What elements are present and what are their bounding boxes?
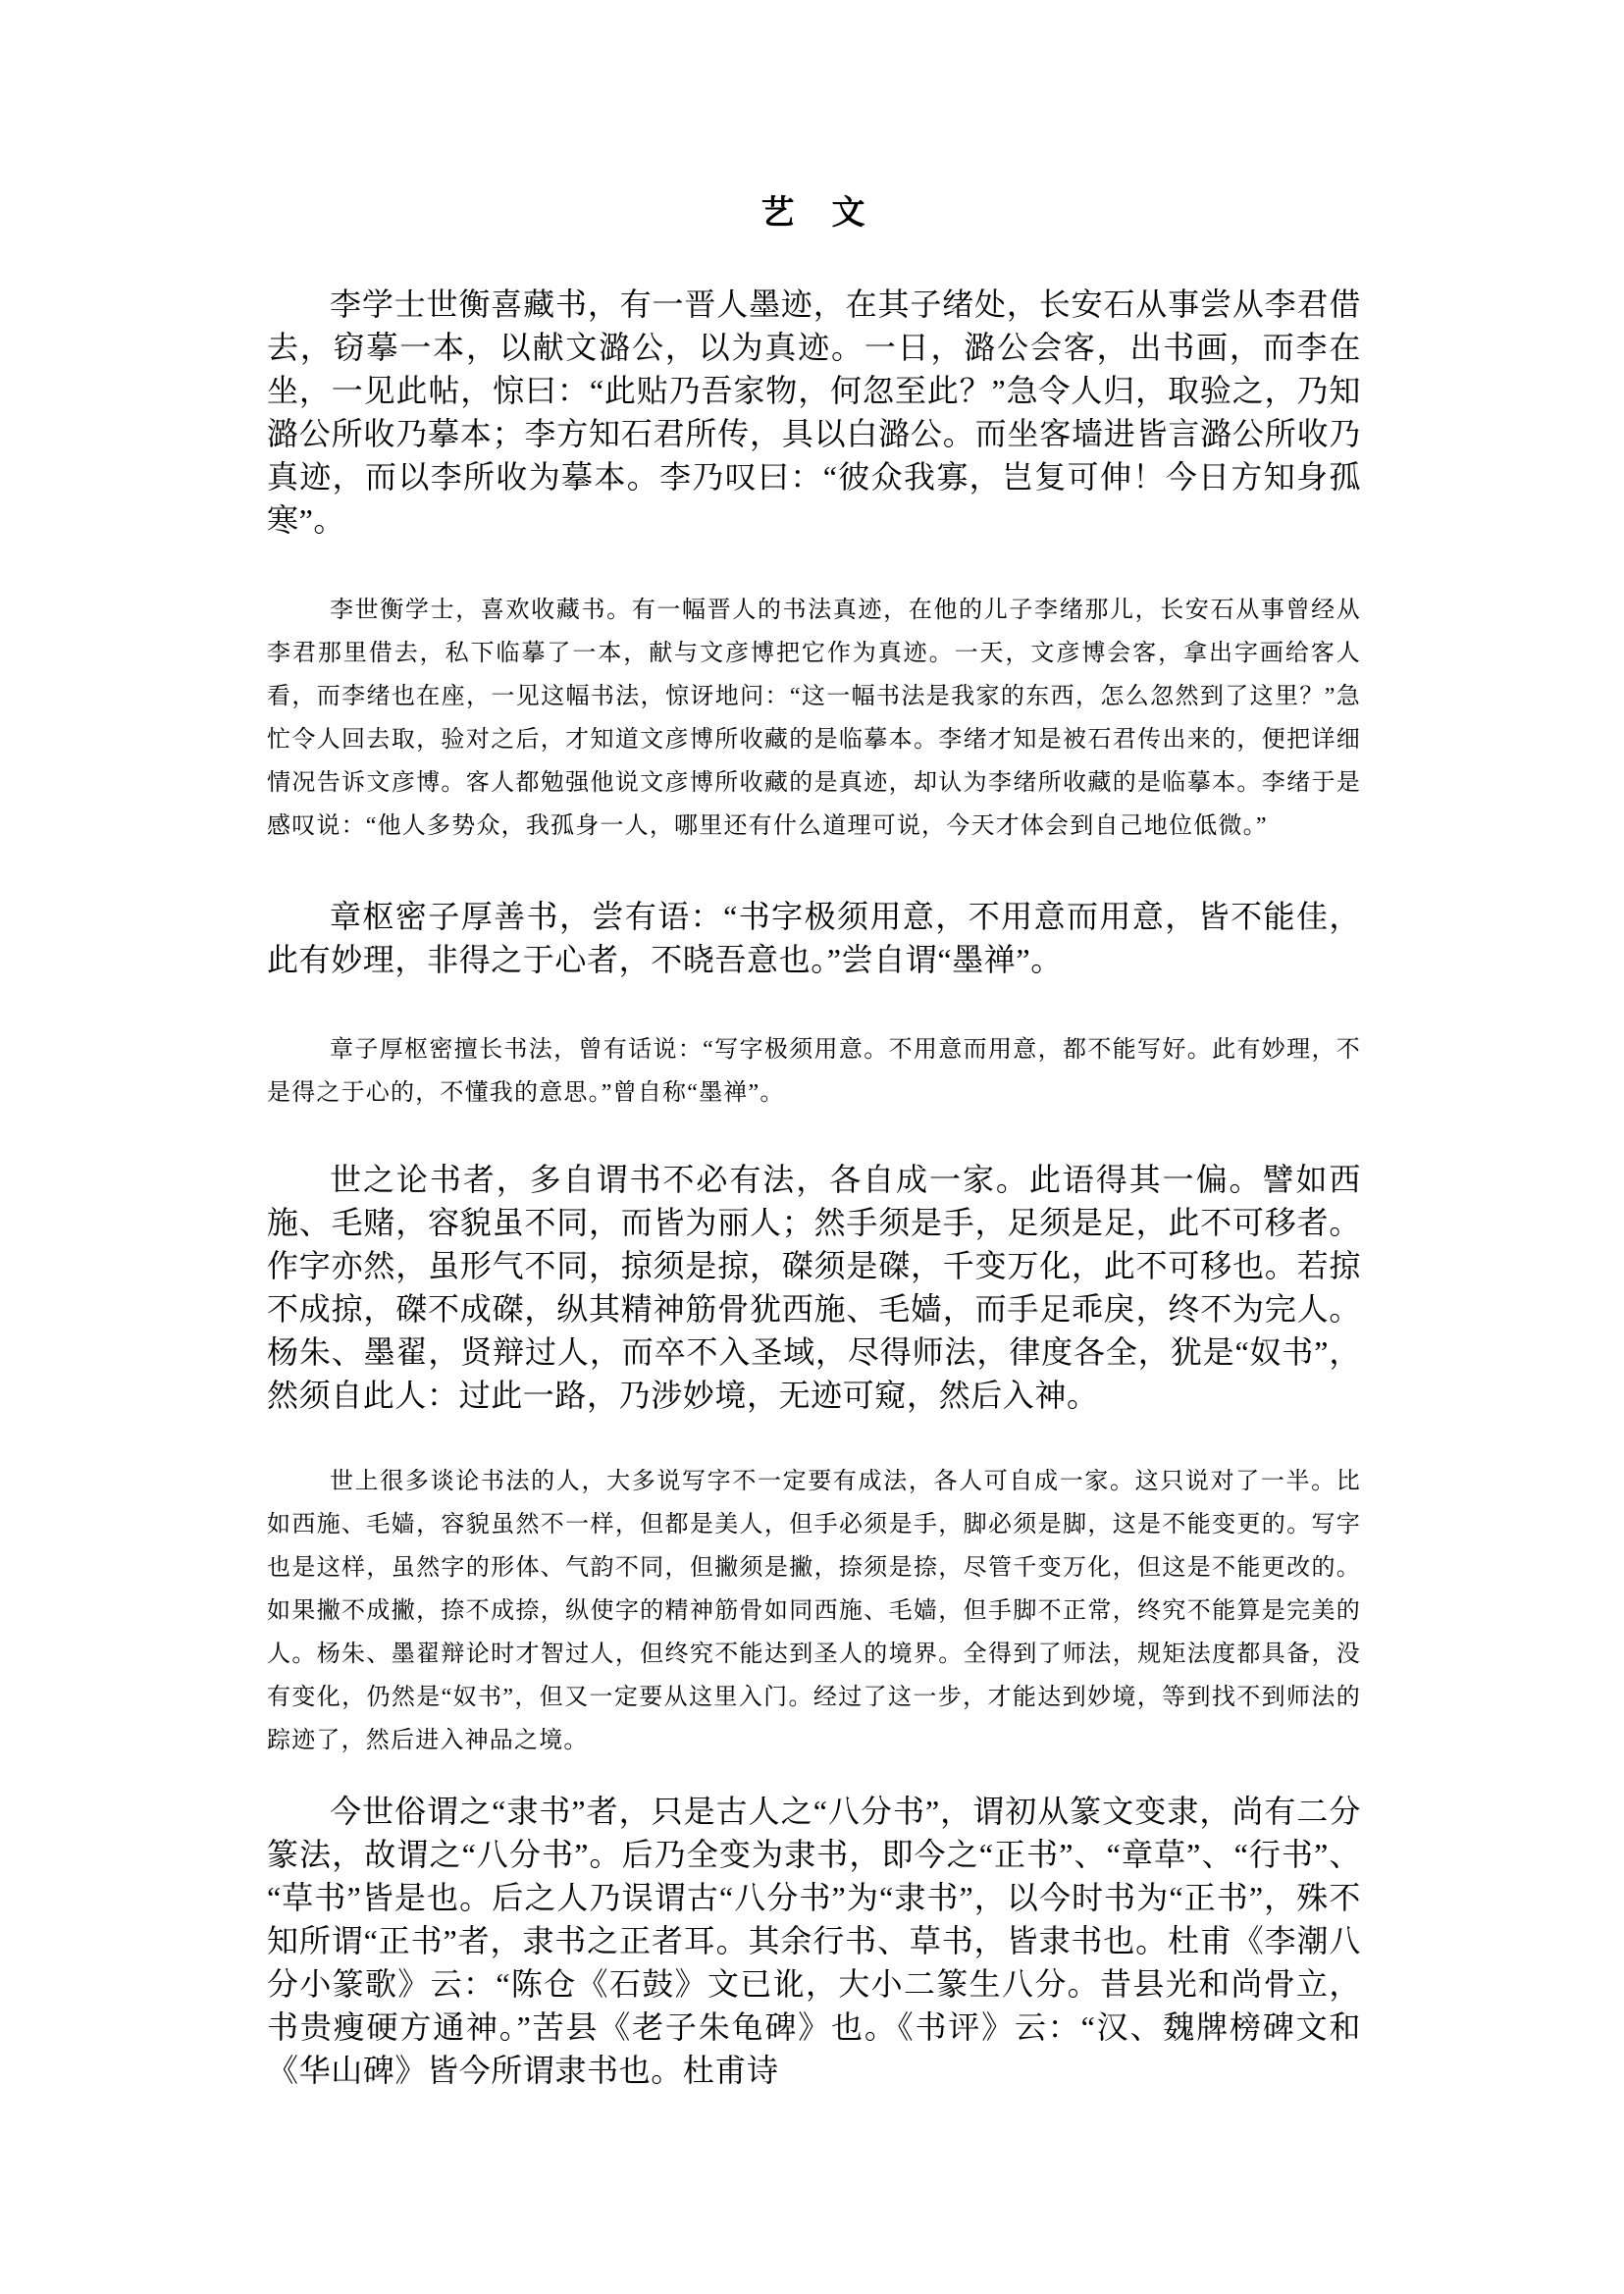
- original-paragraph-3: 世之论书者，多自谓书不必有法，各自成一家。此语得其一偏。譬如西施、毛赌，容貌虽不同，而皆为丽人；然手须是手，足须是足，此不可移者。作字亦然，虽形气不同，掠须是掠，磔须是磔，千变万化，此不可移也。若掠不成掠，磔不成磔，纵其精神筋骨犹西施、毛嫱，而手足乖戾，终不为完人。杨朱、墨翟，贤辩过人，而卒不入圣域，尽得师法，律度各全，犹是“奴书”，然须自此人：过此一路，乃涉妙境，无迹可窥，然后入神。: [267, 1162, 1361, 1413]
- translation-paragraph-1: 李世衡学士，喜欢收藏书。有一幅晋人的书法真迹，在他的儿子李绪那儿，长安石从事曾经从李君那里借去，私下临摹了一本，献与文彦博把它作为真迹。一天，文彦博会客，拿出字画给客人看，而李绪也在座，一见这幅书法，惊讶地问：“这一幅书法是我家的东西，怎么忽然到了这里？”急忙令人回去取，验对之后，才知道文彦博所收藏的是临摹本。李绪才知是被石君传出来的，便把详细情况告诉文彦博。客人都勉强他说文彦博所收藏的是真迹，却认为李绪所收藏的是临摹本。李绪于是感叹说：“他人多势众，我孤身一人，哪里还有什么道理可说，今天才体会到自己地位低微。”: [267, 598, 1361, 839]
- translation-paragraph-3: 世上很多谈论书法的人，大多说写字不一定要有成法，各人可自成一家。这只说对了一半。比如西施、毛嫱，容貌虽然不一样，但都是美人，但手必须是手，脚必须是脚，这是不能变更的。写字也是这样，虽然字的形体、气韵不同，但撇须是撇，捺须是捺，尽管千变万化，但这是不能更改的。如果撇不成撇，捺不成捺，纵使字的精神筋骨如同西施、毛嫱，但手脚不正常，终究不能算是完美的人。杨朱、墨翟辩论时才智过人，但终究不能达到圣人的境界。全得到了师法，规矩法度都具备，没有变化，仍然是“奴书”，但又一定要从这里入门。经过了这一步，才能达到妙境，等到找不到师法的踪迹了，然后进入神品之境。: [267, 1469, 1361, 1753]
- original-paragraph-1: 李学士世衡喜藏书，有一晋人墨迹，在其子绪处，长安石从事尝从李君借去，窃摹一本，以献文潞公，以为真迹。一日，潞公会客，出书画，而李在坐，一见此帖，惊曰：“此贴乃吾家物，何忽至此？”急令人归，取验之，乃知潞公所收乃摹本；李方知石君所传，具以白潞公。而坐客墙进皆言潞公所收乃真迹，而以李所收为摹本。李乃叹曰：“彼众我寡，岂复可伸！今日方知身孤寒”。: [267, 287, 1361, 538]
- original-paragraph-4: 今世俗谓之“隶书”者，只是古人之“八分书”，谓初从篆文变隶，尚有二分篆法，故谓之“八分书”。后乃全变为隶书，即今之“正书”、“章草”、“行书”、“草书”皆是也。后之人乃误谓古“八分书”为“隶书”，以今时书为“正书”，殊不知所谓“正书”者，隶书之正者耳。其余行书、草书，皆隶书也。杜甫《李潮八分小篆歌》云：“陈仓《石鼓》文已讹，大小二篆生八分。昔县光和尚骨立，书贵瘦硬方通神。”苦县《老子朱龟碑》也。《书评》云：“汉、魏牌榜碑文和《华山碑》皆今所谓隶书也。杜甫诗: [267, 1794, 1361, 2088]
- translation-paragraph-2: 章子厚枢密擅长书法，曾有话说：“写字极须用意。不用意而用意，都不能写好。此有妙理，不是得之于心的，不懂我的意思。”曾自称“墨禅”。: [267, 1037, 1361, 1106]
- page-title: 艺 文: [760, 195, 867, 232]
- original-paragraph-2: 章枢密子厚善书，尝有语：“书字极须用意，不用意而用意，皆不能佳，此有妙理，非得之于心者，不晓吾意也。”尝自谓“墨禅”。: [267, 899, 1361, 977]
